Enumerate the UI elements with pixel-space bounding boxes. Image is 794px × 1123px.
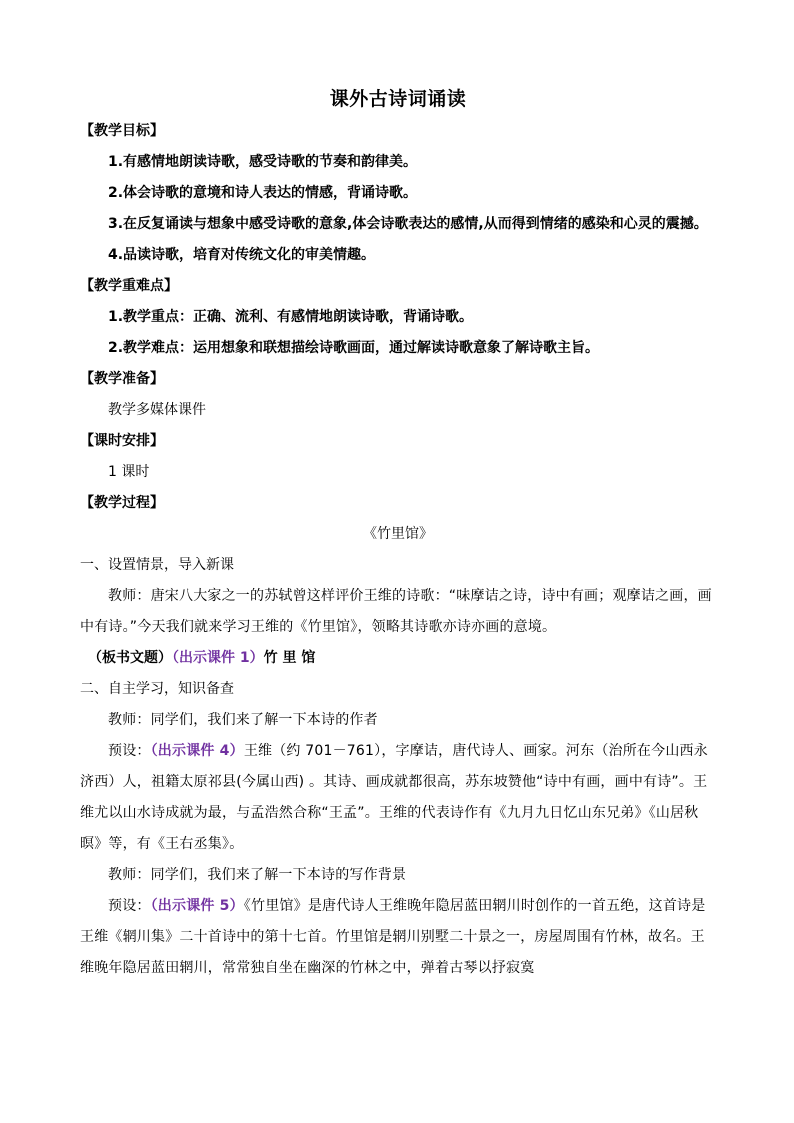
schedule-heading: 【课时安排】 [80, 433, 164, 449]
preset1-paragraph [80, 736, 716, 860]
board-prefix: （板书文题） [88, 650, 172, 666]
step2-heading: 二、自主学习，知识备查 [80, 681, 234, 697]
goal-item-1: 1.有感情地朗读诗歌，感受诗歌的节奏和韵律美。 [108, 154, 418, 170]
preset2-prefix: 预设： [108, 898, 151, 914]
teacher-background-line: 教师：同学们，我们来了解一下本诗的写作背景 [108, 867, 407, 883]
goal-item-3: 3.在反复诵读与想象中感受诗歌的意象,体会诗歌表达的感情,从而得到情绪的感染和心灵的震撼。 [108, 216, 708, 232]
preset2-text: 《竹里馆》是唐代诗人王维晚年隐居蓝田辋川时创作的一首五绝，这首诗是王维《辋川集》二十首诗中的第十七首。竹里馆是辋川别墅二十景之一，房屋周围有竹林，故名。王维晚年隐居蓝田辋川，常常独自坐在幽深的竹林之中，弹着古琴以抒寂寞 [80, 898, 706, 976]
keypoints-heading: 【教学重难点】 [80, 278, 178, 294]
board-title: 竹 里 馆 [263, 650, 316, 666]
preset1-prefix: 预设： [108, 743, 151, 759]
keypoint-item-2: 2.教学难点：运用想象和联想描绘诗歌画面，通过解读诗歌意象了解诗歌主旨。 [108, 340, 600, 356]
keypoint-item-1: 1.教学重点：正确、流利、有感情地朗读诗歌，背诵诗歌。 [108, 309, 474, 325]
document-page [80, 82, 716, 984]
preset1-courseware-highlight: （出示课件 4） [150, 743, 244, 759]
schedule-text: 1 课时 [108, 464, 150, 480]
document-title: 课外古诗词诵读 [329, 88, 467, 110]
goal-item-2: 2.体会诗歌的意境和诗人表达的情感，背诵诗歌。 [108, 185, 418, 201]
prep-text: 教学多媒体课件 [108, 402, 206, 418]
teacher-author-line: 教师：同学们，我们来了解一下本诗的作者 [108, 712, 378, 728]
poem-title: 《竹里馆》 [363, 526, 433, 542]
prep-heading: 【教学准备】 [80, 371, 164, 387]
preset2-courseware-highlight: （出示课件 5） [150, 898, 244, 914]
goals-heading: 【教学目标】 [80, 123, 164, 139]
preset2-paragraph [80, 891, 716, 984]
process-heading: 【教学过程】 [80, 495, 164, 511]
step1-text: 教师：唐宋八大家之一的苏轼曾这样评价王维的诗歌：“味摩诘之诗，诗中有画；观摩诘之画，画中有诗。”今天我们就来学习王维的《竹里馆》，领略其诗歌亦诗亦画的意境。 [80, 588, 712, 635]
step1-heading: 一、设置情景，导入新课 [80, 557, 234, 573]
goal-item-4: 4.品读诗歌，培育对传统文化的审美情趣。 [108, 247, 376, 263]
preset1-text: 王维（约 701－761），字摩诘，唐代诗人、画家。河东（治所在今山西永济西）人，祖籍太原祁县(今属山西) 。其诗、画成就都很高，苏东坡赞他“诗中有画，画中有诗”。王维尤以山水诗成就为最，与孟浩然合称“王孟”。王维的代表诗作有《九月九日忆山东兄弟》《山居秋暝》等，有《王右丞集》。 [80, 743, 708, 852]
board-courseware-highlight: （出示课件 1） [172, 650, 264, 666]
board-line [80, 643, 716, 674]
